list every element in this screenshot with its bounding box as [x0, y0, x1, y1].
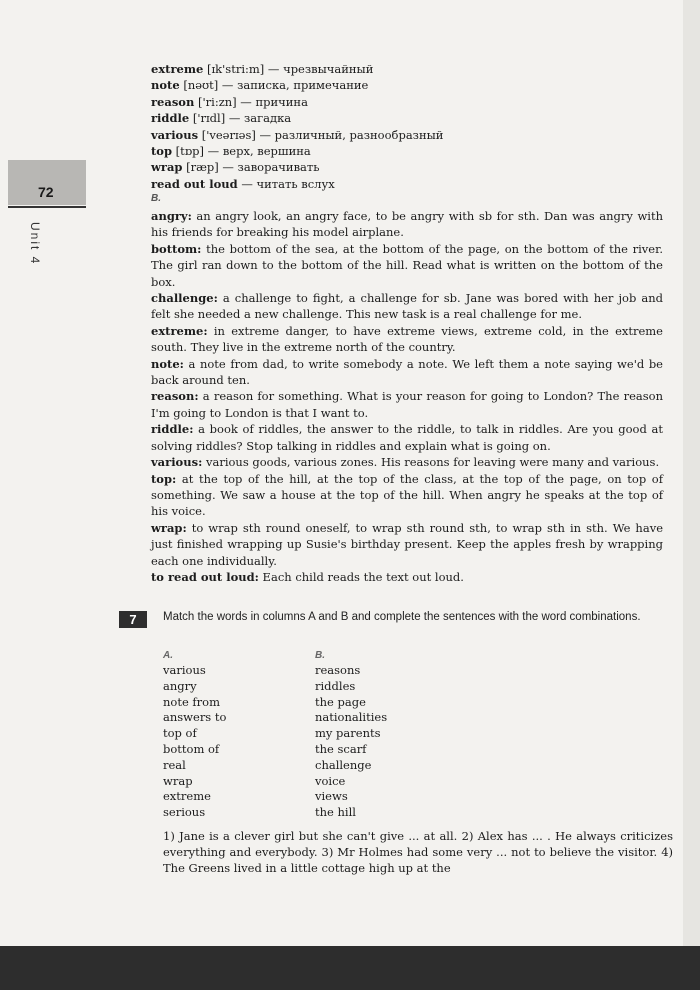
- definition-entry: [151, 569, 663, 585]
- definition-entry: [151, 356, 663, 389]
- definition-entry: [151, 421, 663, 454]
- vocab-word: note: [151, 78, 180, 93]
- column-a-label: A.: [163, 650, 173, 661]
- definition-term: to read out loud:: [151, 569, 259, 584]
- column-b-item: nationalities: [315, 710, 388, 725]
- definition-entry: [151, 520, 663, 569]
- definition-entry: [151, 208, 663, 241]
- vocab-item: [151, 159, 443, 175]
- vocab-translation: — читать вслух: [237, 176, 335, 191]
- vocab-translation: ['rɪdl] — загадка: [189, 111, 292, 126]
- definition-text: a reason for something. What is your reason for going to London? The reason I'm going to London is that I want to.: [151, 389, 663, 420]
- definition-term: extreme:: [151, 323, 208, 338]
- definitions-list: [151, 208, 663, 585]
- scan-bottom-shadow: [0, 946, 700, 990]
- vocab-word: extreme: [151, 62, 204, 76]
- definition-text: a challenge to fight, a challenge for sb. Jane was bored with her job and felt she needed a new challenge. This new task is a real challenge for me.: [151, 291, 663, 322]
- definition-text: at the top of the hill, at the top of the class, at the top of the page, on top of something. We saw a house at the top of the hill. When angry he speaks at the top of his voice.: [151, 471, 663, 519]
- vocab-translation: [nəʊt] — записка, примечание: [179, 78, 369, 93]
- column-b-label: B.: [315, 650, 325, 661]
- column-a-item: wrap: [163, 773, 193, 788]
- column-a-item: serious: [163, 805, 206, 820]
- definition-term: riddle:: [151, 422, 194, 437]
- definition-entry: [151, 454, 663, 470]
- vocab-translation: [tɒp] — верх, вершина: [172, 144, 311, 159]
- exercise-sentences: 1) Jane is a clever girl but she can't give ... at all. 2) Alex has ... . He always criticizes everything and everybody. 3) Mr Holmes had some very ... not to believe the visitor. 4) The Greens lived in a little cottage high up at the: [163, 829, 673, 876]
- column-b-item: the scarf: [315, 741, 367, 756]
- definition-text: to wrap sth round oneself, to wrap sth round sth, to wrap sth in sth. We have just finished wrapping up Susie's birthday present. Keep the apples fresh by wrapping each one individually.: [151, 520, 663, 568]
- column-b-list: [315, 663, 387, 821]
- vocab-translation: ['ri:zn] — причина: [194, 94, 308, 109]
- column-b-item: riddles: [315, 678, 356, 693]
- column-a-item: real: [163, 757, 186, 772]
- vocab-translation: [ɪk'stri:m] — чрезвычайный: [203, 62, 374, 76]
- definition-term: reason:: [151, 389, 199, 404]
- vocab-word: top: [151, 144, 173, 159]
- definition-entry: [151, 388, 663, 421]
- exercise-number-badge: 7: [119, 611, 147, 628]
- definition-term: note:: [151, 356, 184, 371]
- definition-text: Each child reads the text out loud.: [258, 569, 464, 584]
- column-a-item: top of: [163, 726, 197, 741]
- vocab-item: [151, 61, 443, 77]
- column-b-item: challenge: [315, 757, 372, 772]
- vocab-translation: [ræp] — заворачивать: [182, 160, 320, 175]
- definition-entry: [151, 471, 663, 520]
- column-a-item: extreme: [163, 789, 211, 804]
- column-a-item: angry: [163, 678, 197, 693]
- column-b-item: my parents: [315, 726, 381, 741]
- column-a-list: [163, 663, 226, 821]
- definition-term: angry:: [151, 209, 192, 223]
- vocab-word: riddle: [151, 111, 190, 126]
- unit-label: Unit 4: [28, 222, 42, 266]
- vocab-word: wrap: [151, 160, 183, 175]
- definition-term: challenge:: [151, 291, 218, 306]
- column-a-item: note from: [163, 694, 220, 709]
- page-number: 72: [38, 184, 54, 200]
- definition-text: an angry look, an angry face, to be angry with sb for sth. Dan was angry with his friends for breaking his model airplane.: [151, 209, 663, 240]
- vocab-item: [151, 176, 443, 192]
- definition-text: the bottom of the sea, at the bottom of the page, on the bottom of the river. The girl ran down to the bottom of the hill. Read what is written on the bottom of the box.: [151, 241, 663, 289]
- vocabulary-list: [151, 61, 443, 192]
- column-b-item: the page: [315, 694, 366, 709]
- column-a-item: bottom of: [163, 741, 220, 756]
- definition-term: various:: [151, 455, 203, 470]
- exercise-instruction: Match the words in columns A and B and complete the sentences with the word combinations.: [163, 611, 641, 623]
- definition-entry: [151, 290, 663, 323]
- definition-text: in extreme danger, to have extreme views, extreme cold, in the extreme south. They live in the extreme north of the country.: [151, 323, 663, 355]
- definition-entry: [151, 323, 663, 356]
- definition-term: top:: [151, 471, 177, 486]
- vocab-word: read out loud: [151, 176, 238, 191]
- vocab-word: reason: [151, 94, 195, 109]
- definition-text: various goods, various zones. His reasons for leaving were many and various.: [202, 455, 660, 470]
- vocab-item: [151, 143, 443, 159]
- column-a-item: various: [163, 663, 206, 677]
- column-b-item: voice: [315, 773, 346, 788]
- vocab-word: various: [151, 127, 199, 142]
- column-b-item: views: [315, 789, 348, 804]
- section-b-label: B.: [151, 193, 161, 204]
- column-a-item: answers to: [163, 710, 227, 725]
- column-b-item: reasons: [315, 663, 361, 677]
- definition-term: wrap:: [151, 520, 187, 535]
- vocab-item: [151, 110, 443, 126]
- vocab-item: [151, 77, 443, 93]
- definition-text: a note from dad, to write somebody a note. We left them a note saying we'd be back around ten.: [151, 356, 663, 388]
- vocab-item: [151, 127, 443, 143]
- page-number-rule: [8, 206, 86, 208]
- definition-term: bottom:: [151, 241, 202, 256]
- column-b-item: the hill: [315, 805, 356, 820]
- vocab-translation: ['veərɪəs] — различный, разнообразный: [198, 127, 444, 142]
- definition-entry: [151, 241, 663, 290]
- page-edge-shadow: [683, 0, 700, 946]
- definition-text: a book of riddles, the answer to the riddle, to talk in riddles. Are you good at solving riddles? Stop talking in riddles and explain what is going on.: [151, 422, 663, 453]
- vocab-item: [151, 94, 443, 110]
